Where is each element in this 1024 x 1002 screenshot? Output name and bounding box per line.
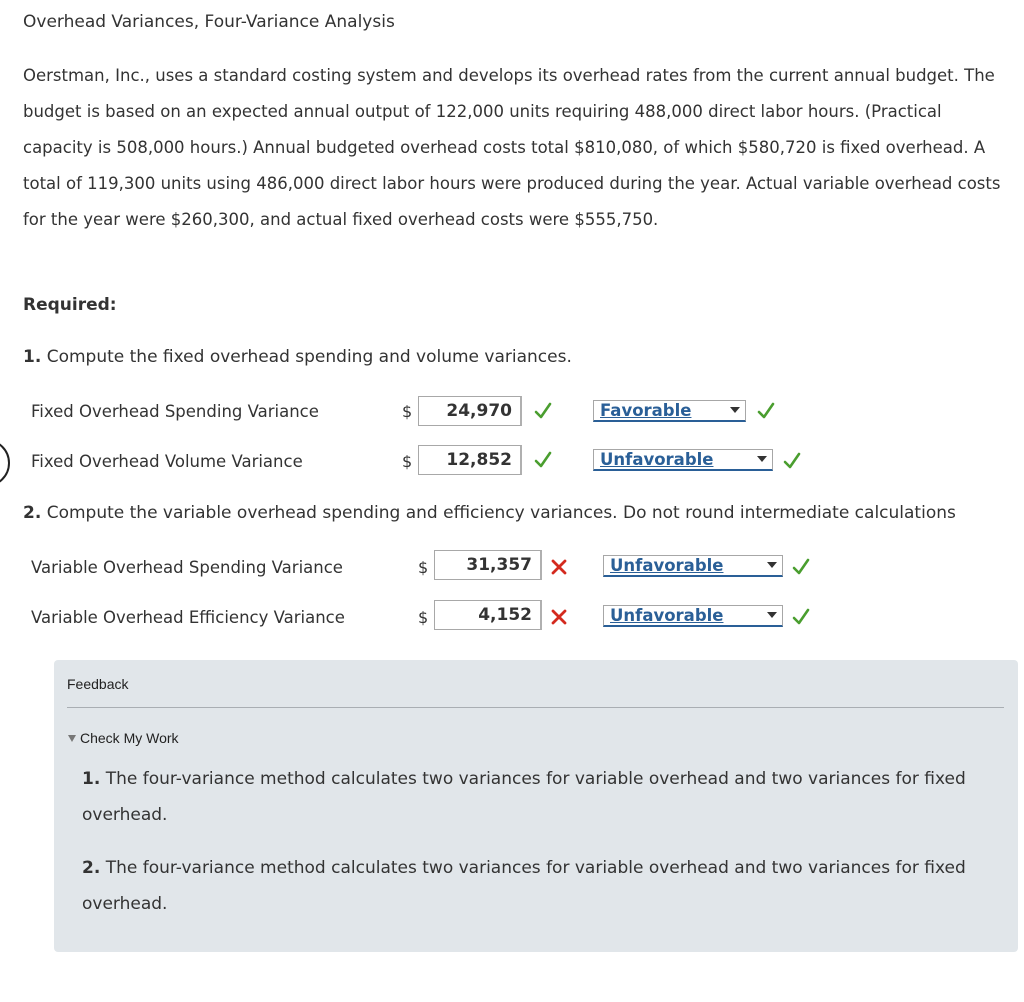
checkmark-icon — [791, 557, 811, 577]
caret-down-icon — [767, 612, 777, 618]
selected-option: Unfavorable — [610, 555, 724, 575]
fixed-volume-variance-label: Fixed Overhead Volume Variance — [31, 452, 303, 471]
selected-option: Unfavorable — [610, 605, 724, 625]
checkmark-icon — [533, 450, 553, 470]
question-number: 2. — [23, 503, 42, 523]
question-text: Compute the variable overhead spending and efficiency variances. Do not round intermediate calculations — [46, 503, 956, 523]
variable-efficiency-variance-input[interactable]: 4,152 — [434, 600, 542, 630]
checkmark-icon — [533, 401, 553, 421]
currency-symbol: $ — [418, 608, 429, 627]
feedback-item-number: 2. — [82, 858, 101, 878]
fixed-volume-direction-select[interactable] — [593, 449, 773, 471]
caret-down-icon — [757, 456, 767, 462]
checkmark-icon — [782, 451, 802, 471]
feedback-item-text: The four-variance method calculates two variances for variable overhead and two variances for fixed overhead. — [82, 858, 966, 914]
fixed-spending-direction-select[interactable] — [593, 400, 746, 422]
fixed-spending-variance-input[interactable]: 24,970 — [418, 396, 522, 426]
fixed-volume-variance-input[interactable]: 12,852 — [418, 445, 522, 475]
caret-down-icon — [767, 562, 777, 568]
question-2 — [23, 503, 956, 523]
selected-option: Unfavorable — [600, 449, 714, 469]
variable-spending-variance-input[interactable]: 31,357 — [434, 550, 542, 580]
feedback-item-number: 1. — [82, 769, 101, 789]
checkmark-icon — [756, 401, 776, 421]
question-1 — [23, 347, 572, 367]
fixed-spending-variance-label: Fixed Overhead Spending Variance — [31, 402, 319, 421]
caret-down-icon — [730, 407, 740, 413]
variable-spending-variance-label: Variable Overhead Spending Variance — [31, 558, 343, 577]
x-mark-icon — [549, 607, 569, 627]
x-mark-icon — [549, 557, 569, 577]
question-number: 1. — [23, 347, 42, 367]
selected-option: Favorable — [600, 400, 692, 420]
feedback-heading: Feedback — [67, 676, 129, 692]
page-title: Overhead Variances, Four-Variance Analysis — [23, 12, 395, 32]
check-my-work-label: Check My Work — [80, 730, 179, 746]
triangle-down-icon — [68, 735, 76, 742]
variable-spending-direction-select[interactable] — [603, 555, 783, 577]
variable-efficiency-variance-label: Variable Overhead Efficiency Variance — [31, 608, 345, 627]
feedback-item-1 — [82, 761, 987, 833]
partial-circle-decoration — [0, 439, 10, 487]
required-heading: Required: — [23, 295, 117, 315]
feedback-panel — [54, 660, 1018, 952]
check-my-work-toggle[interactable] — [68, 730, 179, 746]
problem-statement: Oerstman, Inc., uses a standard costing system and develops its overhead rates from the current annual budget. The budget is based on an expected annual output of 122,000 units requiring 488,000 direct labor hours. (Practical capacity is 508,000 hours.) Annual budgeted overhead costs total $810,080, of which $580,720 is fixed overhead. A total of 119,300 units using 486,000 direct labor hours were produced during the year. Actual variable overhead costs for the year were $260,300, and actual fixed overhead costs were $555,750. — [23, 66, 1001, 229]
currency-symbol: $ — [402, 402, 413, 421]
question-text: Compute the fixed overhead spending and volume variances. — [46, 347, 572, 367]
currency-symbol: $ — [402, 452, 413, 471]
variable-efficiency-direction-select[interactable] — [603, 605, 783, 627]
feedback-item-text: The four-variance method calculates two variances for variable overhead and two variances for fixed overhead. — [82, 769, 966, 825]
checkmark-icon — [791, 607, 811, 627]
feedback-item-2 — [82, 850, 987, 922]
feedback-divider — [67, 707, 1004, 708]
currency-symbol: $ — [418, 558, 429, 577]
